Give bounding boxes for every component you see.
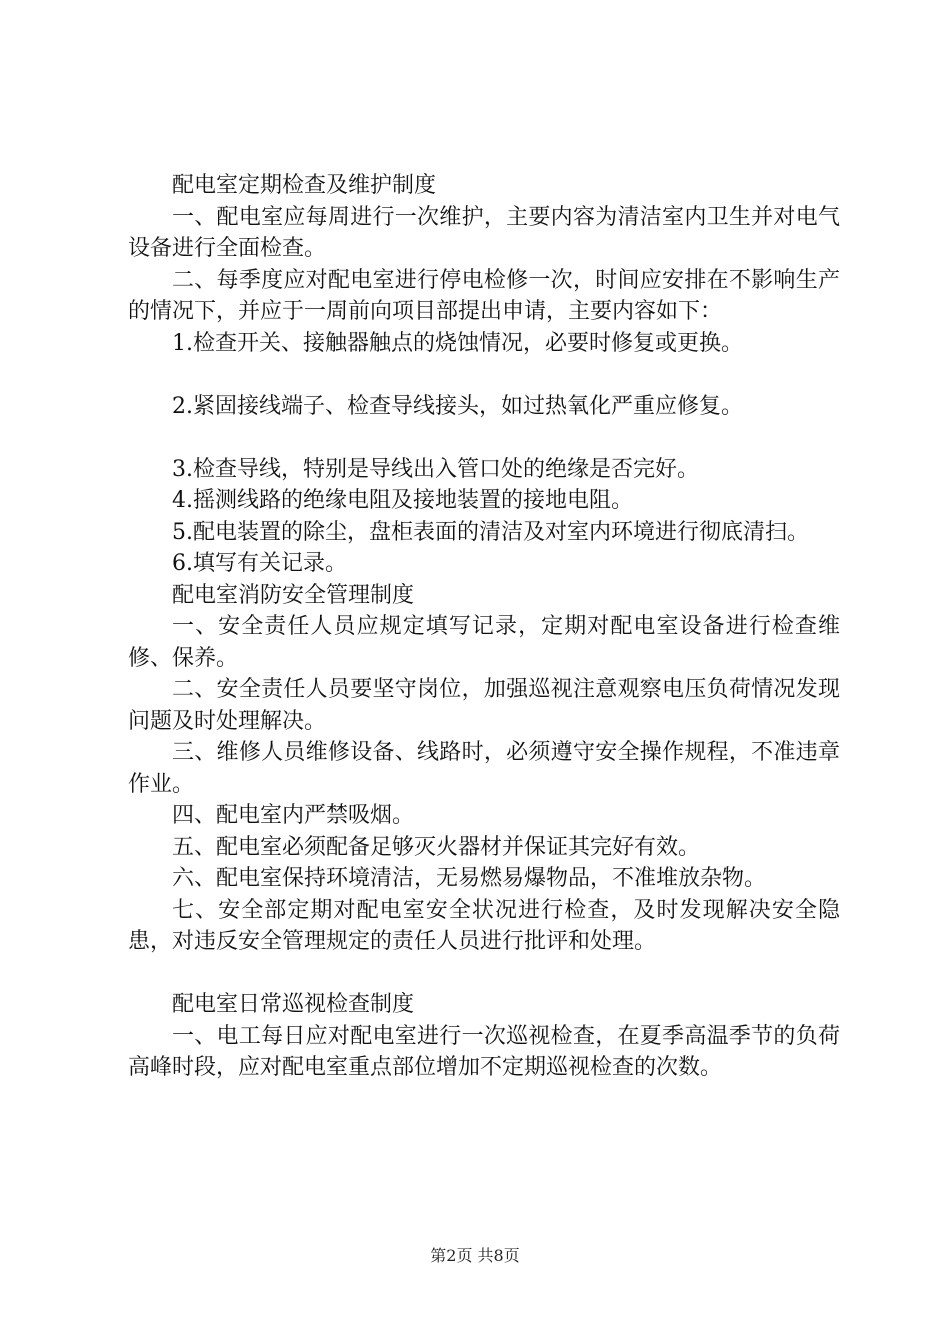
section-title-maintenance: 配电室定期检查及维护制度 — [172, 173, 437, 198]
paragraph: 五、配电室必须配备足够灭火器材并保证其完好有效。 — [172, 834, 701, 860]
paragraph: 一、配电室应每周进行一次维护，主要内容为清洁室内卫生并对电气设备进行全面检查。 — [128, 204, 840, 261]
list-item: 5.配电装置的除尘，盘柜表面的清洁及对室内环境进行彻底清扫。 — [172, 519, 809, 545]
list-item: 1.检查开关、接触器触点的烧蚀情况，必要时修复或更换。 — [172, 330, 743, 356]
paragraph: 三、维修人员维修设备、线路时，必须遵守安全操作规程，不准违章作业。 — [128, 740, 840, 797]
section-title-fire-safety: 配电室消防安全管理制度 — [172, 582, 415, 608]
paragraph: 六、配电室保持环境清洁，无易燃易爆物品，不准堆放杂物。 — [172, 866, 767, 891]
page-footer: 第2页 共8页 — [430, 1246, 520, 1265]
paragraph: 四、配电室内严禁吸烟。 — [172, 803, 415, 828]
paragraph: 七、安全部定期对配电室安全状况进行检查，及时发现解决安全隐患，对违反安全管理规定的责任人员进行批评和处理。 — [128, 897, 840, 954]
paragraph: 二、每季度应对配电室进行停电检修一次，时间应安排在不影响生产的情况下，并应于一周前向项目部提出申请，主要内容如下： — [128, 267, 840, 324]
paragraph: 二、安全责任人员要坚守岗位，加强巡视注意观察电压负荷情况发现问题及时处理解决。 — [128, 677, 840, 734]
paragraph: 一、安全责任人员应规定填写记录，定期对配电室设备进行检查维修、保养。 — [128, 614, 840, 671]
blank-line — [128, 359, 840, 391]
list-item: 2.紧固接线端子、检查导线接头，如过热氧化严重应修复。 — [172, 393, 743, 419]
paragraph: 一、电工每日应对配电室进行一次巡视检查，在夏季高温季节的负荷高峰时段，应对配电室重点部位增加不定期巡视检查的次数。 — [128, 1023, 840, 1080]
list-item: 3.检查导线，特别是导线出入管口处的绝缘是否完好。 — [172, 456, 699, 482]
list-item: 4.摇测线路的绝缘电阻及接地装置的接地电阻。 — [172, 488, 633, 513]
section-title-daily-inspection: 配电室日常巡视检查制度 — [172, 992, 415, 1017]
document-body — [128, 170, 840, 1084]
blank-line — [128, 422, 840, 454]
blank-line — [128, 958, 840, 990]
list-item: 6.填写有关记录。 — [172, 551, 347, 576]
